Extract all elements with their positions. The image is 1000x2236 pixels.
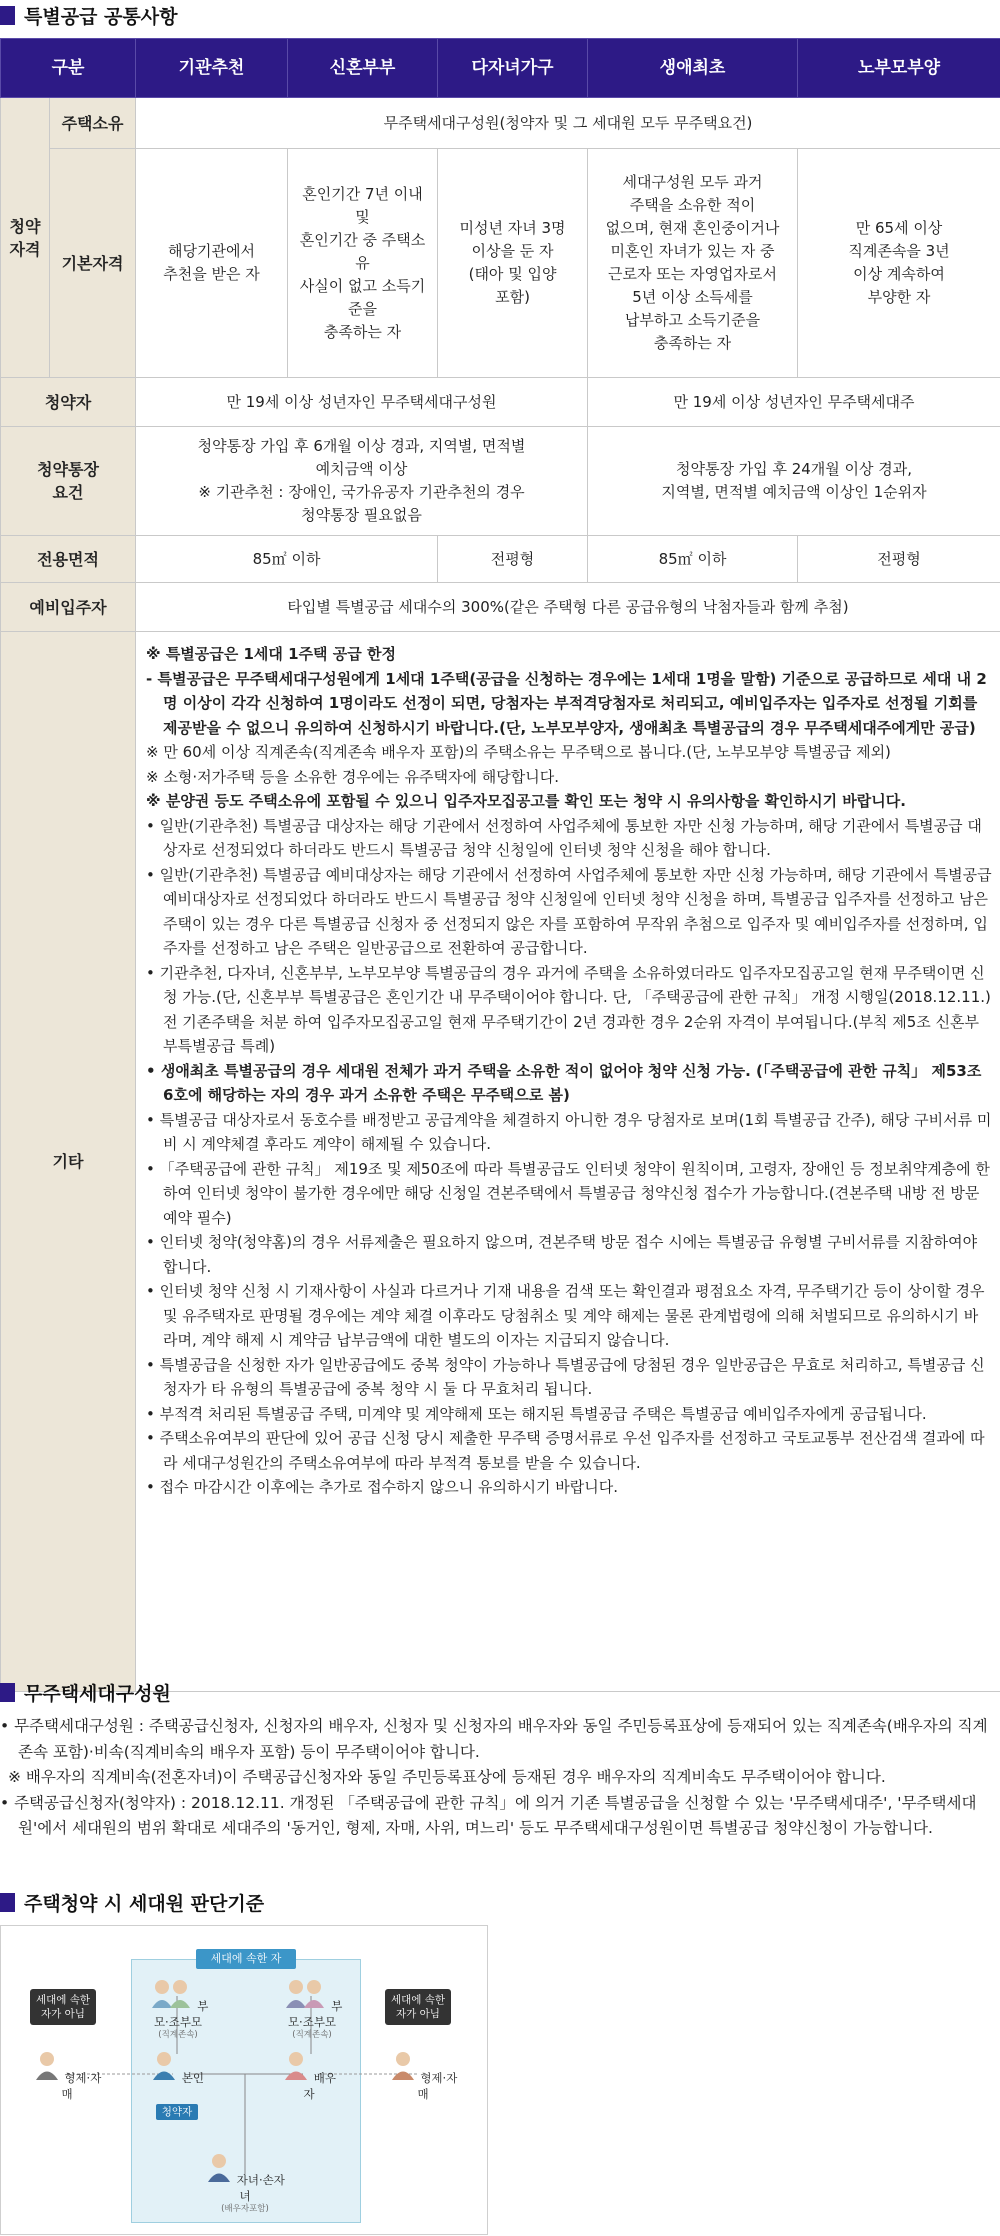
parents-spouse: 부모·조부모 (직계존속) [277, 1978, 347, 2040]
children-person: 자녀·손자녀 (배우자포함) [205, 2152, 285, 2214]
header-cell: 신혼부부 [288, 39, 438, 98]
household-diagram [0, 1925, 488, 2235]
misc-note: • 접수 마감시간 이후에는 추가로 접수하지 않으니 유의하시기 바랍니다. [146, 1478, 618, 1496]
reserve-label: 예비입주자 [1, 583, 136, 632]
basic-cell: 해당기관에서 추천을 받은 자 [136, 149, 288, 378]
section-title-criteria: 주택청약 시 세대원 판단기준 [0, 1887, 264, 1917]
account-label: 청약통장 요건 [1, 427, 136, 536]
not-in-household-left: 세대에 속한 자가 아님 [30, 1989, 96, 2025]
common-table [0, 38, 1000, 1692]
misc-note: • 인터넷 청약 신청 시 기재사항이 사실과 다르거나 기재 내용을 검색 또는 확인결과 평점요소 자격, 무주택기간 등이 상이할 경우 및 유주택자로 판명될 경우에는 계약 체결 이후라도 당첨취소 및 계약 해제는 물론 관계법령에 의해 처벌되므로 유의하시기 바라며, 계약 해제 시 계약금 납부금액에 대한 별도의 이자는 지급되지 않습니다. [146, 1282, 985, 1349]
misc-note: • 특별공급을 신청한 자가 일반공급에도 중복 청약이 가능하나 특별공급에 당첨된 경우 일반공급은 무효로 처리하고, 특별공급 신청자가 타 유형의 특별공급에 중복 청약 시 둘 다 무효처리 됩니다. [146, 1355, 985, 1398]
grandparents-icon [148, 1978, 194, 2008]
person-icon [33, 2050, 61, 2080]
non-home-paragraph: • 주택공급신청자(청약자) : 2018.12.11. 개정된 「주택공급에 관한 규칙」에 의거 기존 특별공급을 신청할 수 있는 '무주택세대주', '무주택세대원'에서 세대원의 범위 확대로 세대주의 '동거인, 형제, 자매, 사위, 며느리' 등도 무주택세대구성원이면 특별공급 청약신청이 가능합니다. [0, 1793, 977, 1837]
account-text-b: 청약통장 가입 후 24개월 이상 경과, 지역별, 면적별 예치금액 이상인 1순위자 [588, 427, 1000, 536]
misc-note: • 주택소유여부의 판단에 있어 공급 신청 당시 제출한 무주택 증명서류로 우선 입주자를 선정하고 국토교통부 전산검색 결과에 따라 세대구성원간의 주택소유여부에 따라 부적격 통보를 받을 수 있습니다. [146, 1429, 985, 1472]
area-cell: 전평형 [438, 536, 588, 583]
misc-note: • 부적격 처리된 특별공급 주택, 미계약 및 계약해제 또는 해지된 특별공급 주택은 특별공급 예비입주자에게 공급됩니다. [146, 1404, 927, 1423]
basic-cell: 혼인기간 7년 이내 및 혼인기간 중 주택소유 사실이 없고 소득기준을 충족하는 자 [288, 149, 438, 378]
misc-note: - 특별공급은 무주택세대구성원에게 1세대 1주택(공급을 신청하는 경우에는 1세대 1명을 말함) 기준으로 공급하므로 세대 내 2명 이상이 각각 신청하여 1명이라도 선정이 되면, 당첨자는 부적격당첨자로 처리되고, 예비입주자는 입주자로 선정될 기회를 제공받을 수 없으니 유의하여 신청하시기 바랍니다.(단, 노부모부양자, 생애최초 특별공급의 경우 무주택세대주에게만 공급) [146, 669, 987, 737]
area-cell: 85㎡ 이하 [588, 536, 798, 583]
account-text-a: 청약통장 가입 후 6개월 이상 경과, 지역별, 면적별 예치금액 이상 ※ 기관추천 : 장애인, 국가유공자 기관추천의 경우 청약통장 필요없음 [136, 427, 588, 536]
reserve-text: 타입별 특별공급 세대수의 300%(같은 주택형 다른 공급유형의 낙첨자들과 함께 추첨) [136, 583, 1000, 632]
misc-note: ※ 만 60세 이상 직계존속(직계존속 배우자 포함)의 주택소유는 무주택으로 봅니다.(단, 노부모부양 특별공급 제외) [146, 743, 891, 761]
applicant-text-a: 만 19세 이상 성년자인 무주택세대구성원 [136, 378, 588, 427]
header-cell: 구분 [1, 39, 136, 98]
square-bullet-icon [0, 1893, 15, 1912]
header-cell: 다자녀가구 [438, 39, 588, 98]
area-cell: 85㎡ 이하 [136, 536, 438, 583]
section-title-common: 특별공급 공통사항 [0, 0, 177, 30]
square-bullet-icon [0, 6, 15, 25]
basic-cell: 미성년 자녀 3명 이상을 둔 자 (태아 및 입양 포함) [438, 149, 588, 378]
spouse-person: 배우자 [279, 2050, 339, 2102]
misc-label: 기타 [1, 632, 136, 1692]
person-icon [150, 2050, 178, 2080]
basic-qual-label: 기본자격 [50, 149, 136, 378]
misc-note: • 일반(기관추천) 특별공급 예비대상자는 해당 기관에서 선정하여 사업주체에 통보한 자만 신청 가능하며, 해당 기관에서 특별공급 예비대상자로 선정되었다 하더라도 반드시 특별공급 청약 신청일에 인터넷 청약 신청을 하며, 특별공급 입주자를 선정하고 남은 주택이 있는 경우 다른 특별공급 신청자 중 선정되지 않은 자를 포함하여 무작위 추첨으로 입주자 및 예비입주자를 선정하며, 입주자를 선정하고 남은 주택은 일반공급으로 전환하여 공급합니다. [146, 865, 992, 957]
header-cell: 기관추천 [136, 39, 288, 98]
applicant-badge: 청약자 [156, 2104, 198, 2120]
non-home-paragraph: • 무주택세대구성원 : 주택공급신청자, 신청자의 배우자, 신청자 및 신청자의 배우자와 동일 주민등록표상에 등재되어 있는 직계존속(배우자의 직계존속 포함)·비속(직계비속의 배우자 포함) 등이 무주택이어야 합니다. [0, 1717, 988, 1761]
person-icon [389, 2050, 417, 2080]
header-cell: 노부모부양 [798, 39, 1000, 98]
in-household-label: 세대에 속한 자 [196, 1949, 296, 1969]
misc-note: ※ 특별공급은 1세대 1주택 공급 한정 [146, 645, 396, 663]
misc-note: • 기관추천, 다자녀, 신혼부부, 노부모부양 특별공급의 경우 과거에 주택을 소유하였더라도 입주자모집공고일 현재 무주택이면 신청 가능.(단, 신혼부부 특별공급은 혼인기간 내 무주택이어야 합니다. 단, 「주택공급에 관한 규칙」 개정 시행일(2018.12.11.) 전 기존주택을 처분 하여 입주자모집공고일 현재 무주택기간이 2년 경과한 경우 2순위 자격이 부여됩니다.(부칙 제5조 신혼부부특별공급 특례) [146, 963, 991, 1055]
sibling-left: 형제·자매 [31, 2050, 103, 2102]
misc-note: • 「주택공급에 관한 규칙」 제19조 및 제50조에 따라 특별공급도 인터넷 청약이 원칙이며, 고령자, 장애인 등 정보취약계층에 한하여 인터넷 청약이 불가한 경우에만 해당 신청일 견본주택에서 특별공급 청약신청 접수가 가능합니다.(견본주택 내방 전 방문예약 필수) [146, 1159, 990, 1227]
square-bullet-icon [0, 1683, 15, 1702]
header-cell: 생애최초 [588, 39, 798, 98]
section-title-non-home: 무주택세대구성원 [0, 1677, 171, 1707]
area-label: 전용면적 [1, 536, 136, 583]
parents-self: 부모·조부모 (직계존속) [143, 1978, 213, 2040]
basic-cell: 세대구성원 모두 과거 주택을 소유한 적이 없으며, 현재 혼인중이거나 미혼인 자녀가 있는 자 중 근로자 또는 자영업자로서 5년 이상 소득세를 납부하고 소득기준을 충족하는 자 [588, 149, 798, 378]
misc-note: • 특별공급 대상자로서 동호수를 배정받고 공급계약을 체결하지 아니한 경우 당첨자로 보며(1회 특별공급 간주), 해당 구비서류 미비 시 계약체결 후라도 계약이 해제될 수 있습니다. [146, 1110, 992, 1153]
misc-note: • 일반(기관추천) 특별공급 대상자는 해당 기관에서 선정하여 사업주체에 통보한 자만 신청 가능하며, 해당 기관에서 특별공급 대상자로 선정되었다 하더라도 반드시 특별공급 청약 신청일에 인터넷 청약 신청을 해야 합니다. [146, 816, 982, 859]
person-icon [282, 2050, 310, 2080]
non-home-text [0, 1714, 1000, 1842]
applicant-text-b: 만 19세 이상 성년자인 무주택세대주 [588, 378, 1000, 427]
basic-cell: 만 65세 이상 직계존속을 3년 이상 계속하여 부양한 자 [798, 149, 1000, 378]
person-icon [205, 2152, 233, 2182]
self-person: 본인 [147, 2050, 207, 2086]
sibling-right: 형제·자매 [387, 2050, 459, 2102]
home-ownership-label: 주택소유 [50, 98, 136, 149]
home-ownership-text: 무주택세대구성원(청약자 및 그 세대원 모두 무주택요건) [136, 98, 1000, 149]
applicant-label: 청약자 [1, 378, 136, 427]
non-home-paragraph: ※ 배우자의 직계비속(전혼자녀)이 주택공급신청자와 동일 주민등록표상에 등재된 경우 배우자의 직계비속도 무주택이어야 합니다. [8, 1768, 886, 1786]
misc-note: • 생애최초 특별공급의 경우 세대원 전체가 과거 주택을 소유한 적이 없어야 청약 신청 가능. (「주택공급에 관한 규칙」 제53조 6호에 해당하는 자의 경우 과거 소유한 주택은 무주택으로 봄) [146, 1061, 982, 1104]
misc-notes [136, 632, 1000, 1692]
misc-note: • 인터넷 청약(청약홈)의 경우 서류제출은 필요하지 않으며, 견본주택 방문 접수 시에는 특별공급 유형별 구비서류를 지참하여야 합니다. [146, 1233, 978, 1276]
grandparents-icon [282, 1978, 328, 2008]
area-cell: 전평형 [798, 536, 1000, 583]
misc-note: ※ 소형·저가주택 등을 소유한 경우에는 유주택자에 해당합니다. [146, 767, 559, 786]
misc-note: ※ 분양권 등도 주택소유에 포함될 수 있으니 입주자모집공고를 확인 또는 청약 시 유의사항을 확인하시기 바랍니다. [146, 792, 906, 810]
not-in-household-right: 세대에 속한 자가 아님 [385, 1989, 451, 2025]
qualification-label: 청약 자격 [1, 98, 50, 378]
